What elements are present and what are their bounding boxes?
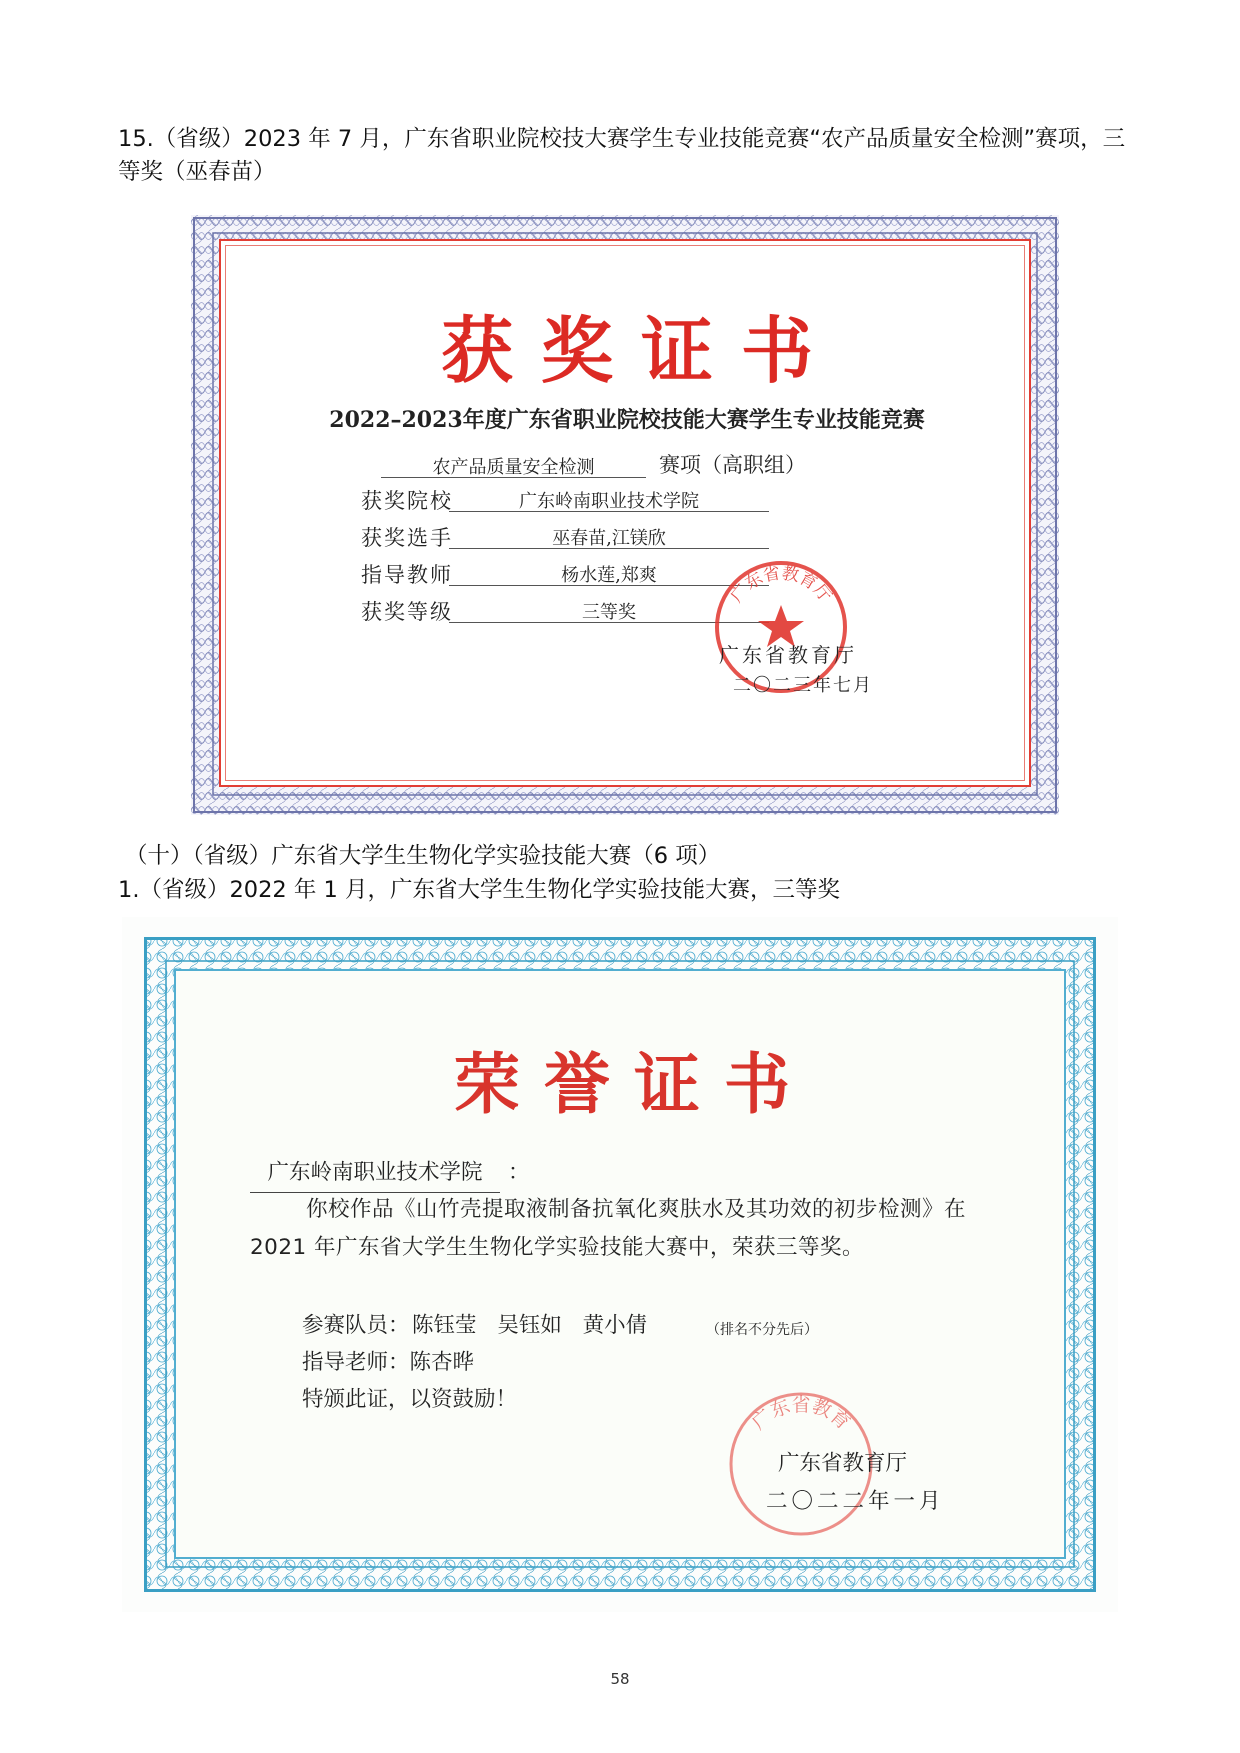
honor-certificate-image [122,917,1118,1612]
event-suffix: 赛项（高职组） [659,453,806,477]
issuer: 广东省教育厅 [778,1451,908,1476]
award-certificate-image [191,215,1059,815]
certificate-body [174,969,1066,1559]
section-10-item1-caption: 1.（省级）2022 年 1 月，广东省大学生生物化学实验技能大赛，三等奖 [118,877,841,903]
certificate-body-text: 你校作品《山竹壳提取液制备抗氧化爽肤水及其功效的初步检测》在 2021 年广东省大学生生物化学实验技能大赛中，荣获三等奖。 [250,1197,967,1260]
issuer: 广东省教育厅 [719,643,857,667]
page-number: 58 [610,1670,630,1688]
issue-date: 二〇二二年一月 [766,1489,945,1514]
school-value: 广东岭南职业技术学院 [519,491,699,512]
school-label: 获奖院校 [361,489,453,513]
certificate-subtitle: 2022–2023年度广东省职业院校技能大赛学生专业技能竞赛 [329,407,925,433]
recipient-colon: ： [508,1160,530,1185]
recipient: 广东岭南职业技术学院 [250,1154,500,1193]
certificate-title: 获奖证书 [440,308,841,393]
closing-line: 特颁此证，以资鼓励！ [302,1387,518,1412]
issue-date: 二〇二三年七月 [733,675,873,696]
teachers-value: 杨水莲,郑爽 [561,565,657,586]
event-name: 农产品质量安全检测 [432,457,595,478]
contestants-value: 巫春苗,江镁欣 [552,528,666,549]
ranking-note: （排名不分先后） [706,1322,818,1338]
svg-text:广东省教育 [748,1394,854,1434]
team-label: 参赛队员： [302,1313,410,1338]
section-15-caption: 15.（省级）2023 年 7 月，广东省职业院校技大赛学生专业技能竞赛“农产品质量安全检测”赛项，三等奖（巫春苗） [118,126,1126,185]
certificate-body [219,239,1031,787]
contestants-label: 获奖选手 [361,526,453,550]
award-level-value: 三等奖 [582,602,636,623]
seal-text: 广东省教育 [747,1394,855,1435]
advisor: 指导老师：陈杏晔 [302,1350,475,1375]
team-members: 陈钰莹 吴钰如 黄小倩 [412,1313,648,1338]
svg-text:广东省教育厅 [727,563,835,606]
award-level-label: 获奖等级 [361,600,453,624]
seal-text: 广东省教育厅 [726,563,836,607]
section-10-heading: （十）（省级）广东省大学生生物化学实验技能大赛（6 项） [125,843,721,869]
teachers-label: 指导教师 [361,563,453,587]
certificate-title: 荣誉证书 [454,1045,814,1123]
